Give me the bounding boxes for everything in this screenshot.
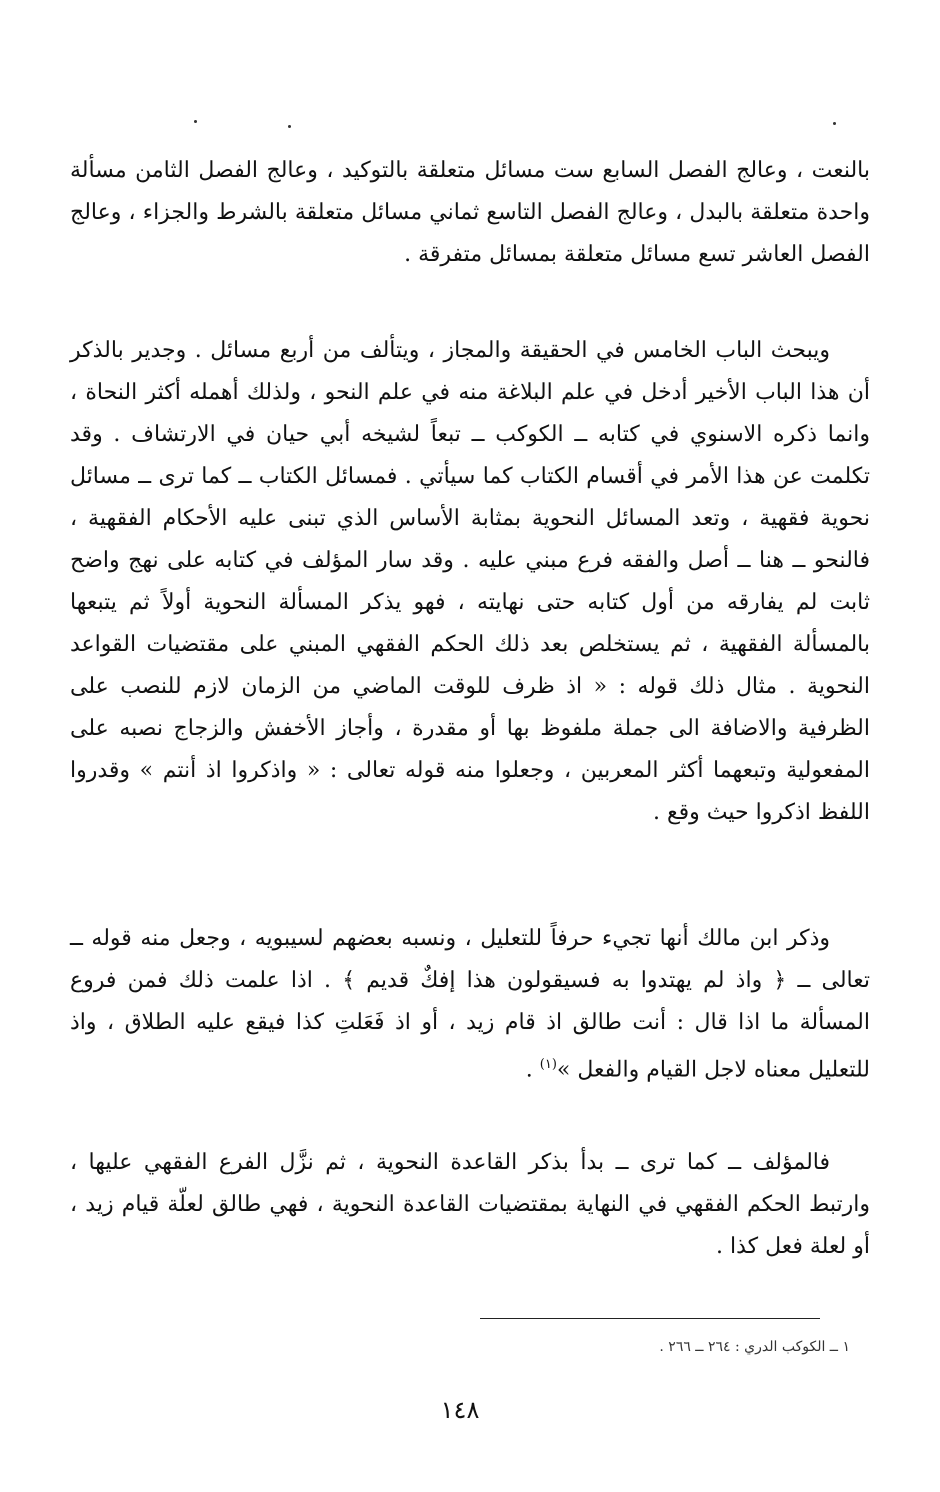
footnote: ١ ــ الكوكب الدري : ٢٦٤ ــ ٢٦٦ . [659,1339,850,1355]
page-number [0,1396,940,1424]
paragraph-4 [70,1142,870,1268]
paragraph-end: . [525,1057,540,1083]
paragraph-text [70,918,870,1091]
paragraph-2 [70,330,870,834]
page-number-text: ١٤٨ [440,1396,480,1424]
paragraph-text: ويبحث الباب الخامس في الحقيقة والمجاز ، ويتألف من أربع مسائل . وجدير بالذكر أن هذا الباب الأخير أدخل في علم البلاغة منه في علم النحو ، ولذلك أهمله أكثر النحاة ، وانما ذكره الاسنوي في كتابه ــ الكوكب ــ تبعاً لشيخه أبي حيان في الارتشاف . وقد تكلمت عن هذا الأمر في أقسام الكتاب كما سيأتي . فمسائل الكتاب ــ كما ترى ــ مسائل نحوية فقهية ، وتعد المسائل النحوية بمثابة الأساس الذي تبنى عليه الأحكام الفقهية ، فالنحو ــ هنا ــ أصل والفقه فرع مبني عليه . وقد سار المؤلف في كتابه على نهج واضح ثابت لم يفارقه من أول كتابه حتى نهايته ، فهو يذكر المسألة النحوية أولاً ثم يتبعها بالمسألة الفقهية ، ثم يستخلص بعد ذلك الحكم الفقهي المبني على مقتضيات القواعد النحوية . مثال ذلك قوله : « اذ ظرف للوقت الماضي من الزمان لازم للنصب على الظرفية والاضافة الى جملة ملفوظ بها أو مقدرة ، وأجاز الأخفش والزجاج نصبه على المفعولية وتبعهما أكثر المعربين ، وجعلوا منه قوله تعالى : « واذكروا اذ أنتم » وقدروا اللفظ اذكروا حيث وقع . [70,338,870,825]
paragraph-body: وذكر ابن مالك أنها تجيء حرفاً للتعليل ، ونسبه بعضهم لسيبويه ، وجعل منه قوله ــ تعالى ــ ﴿ واذ لم يهتدوا به فسيقولون هذا إفكٌ قديم ﴾ . اذا علمت ذلك فمن فروع المسألة ما اذا قال : أنت طالق اذ قام زيد ، أو اذ فَعَلتِ كذا فيقع عليه الطلاق ، واذ للتعليل معناه لاجل القيام والفعل » [70,926,870,1083]
scan-speck [194,120,197,123]
footnote-reference: (١) [539,1057,557,1072]
paragraph-text: فالمؤلف ــ كما ترى ــ بدأ بذكر القاعدة النحوية ، ثم نزَّل الفرع الفقهي عليها ، وارتبط الحكم الفقهي في النهاية بمقتضيات القاعدة النحوية ، فهي طالق لعلّة قيام زيد ، أو لعلة فعل كذا . [70,1150,870,1259]
paragraph-3 [70,918,870,1091]
scan-speck [833,122,836,125]
paragraph-1 [70,150,870,276]
scan-speck [288,125,291,128]
paragraph-text: بالنعت ، وعالج الفصل السابع ست مسائل متعلقة بالتوكيد ، وعالج الفصل الثامن مسألة واحدة متعلقة بالبدل ، وعالج الفصل التاسع ثماني مسائل متعلقة بالشرط والجزاء ، وعالج الفصل العاشر تسع مسائل متعلقة بمسائل متفرقة . [70,158,870,267]
footnote-divider [480,1318,820,1319]
